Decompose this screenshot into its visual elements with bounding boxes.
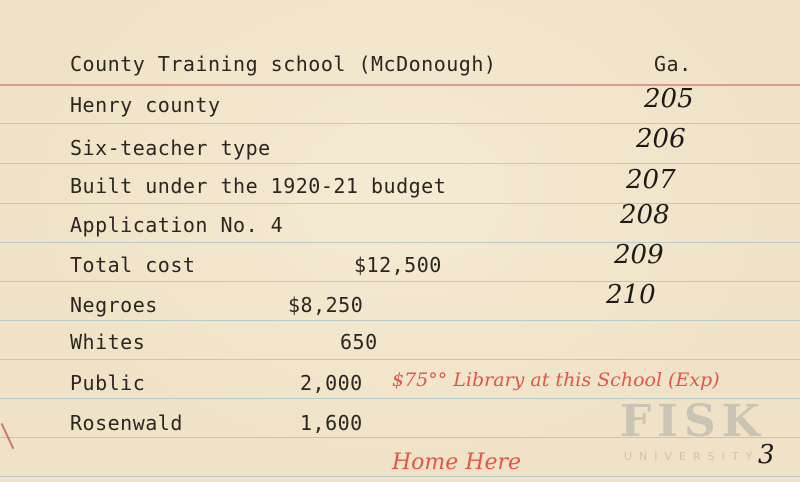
school-name: County Training school (McDonough) (70, 52, 497, 76)
ruled-line (0, 476, 800, 477)
breakdown-label: Negroes (70, 293, 158, 317)
county-line: Henry county (70, 93, 221, 117)
handwritten-number: 205 (644, 84, 694, 114)
ruled-line (0, 242, 800, 243)
breakdown-amount: 1,600 (300, 411, 363, 435)
breakdown-label: Public (70, 371, 146, 395)
application-line: Application No. 4 (70, 213, 284, 237)
handwritten-number: 207 (626, 165, 676, 195)
state-abbrev: Ga. (654, 52, 692, 76)
home-here-note: Home Here (392, 450, 522, 475)
breakdown-amount: 650 (340, 330, 378, 354)
ruled-line (0, 163, 800, 164)
red-margin-mark (1, 419, 24, 449)
breakdown-amount: $8,250 (288, 293, 364, 317)
page-number: 3 (758, 440, 775, 470)
logo-word: FISK (620, 396, 766, 447)
total-label: Total cost (70, 253, 196, 277)
ruled-line (0, 359, 800, 360)
library-note: $75°° Library at this School (Exp) (392, 369, 720, 391)
ruled-line (0, 320, 800, 321)
fisk-university-logo (612, 396, 782, 476)
handwritten-number: 210 (606, 280, 656, 310)
logo-subtitle: UNIVERSITY (624, 450, 760, 463)
breakdown-label: Rosenwald (70, 411, 183, 435)
ruled-line (0, 281, 800, 282)
budget-line: Built under the 1920-21 budget (70, 174, 447, 198)
total-amount: $12,500 (354, 253, 442, 277)
breakdown-label: Whites (70, 330, 146, 354)
handwritten-number: 209 (614, 240, 664, 270)
ruled-line (0, 203, 800, 204)
type-line: Six-teacher type (70, 136, 271, 160)
breakdown-amount: 2,000 (300, 371, 363, 395)
handwritten-number: 208 (620, 200, 670, 230)
handwritten-number: 206 (636, 124, 686, 154)
